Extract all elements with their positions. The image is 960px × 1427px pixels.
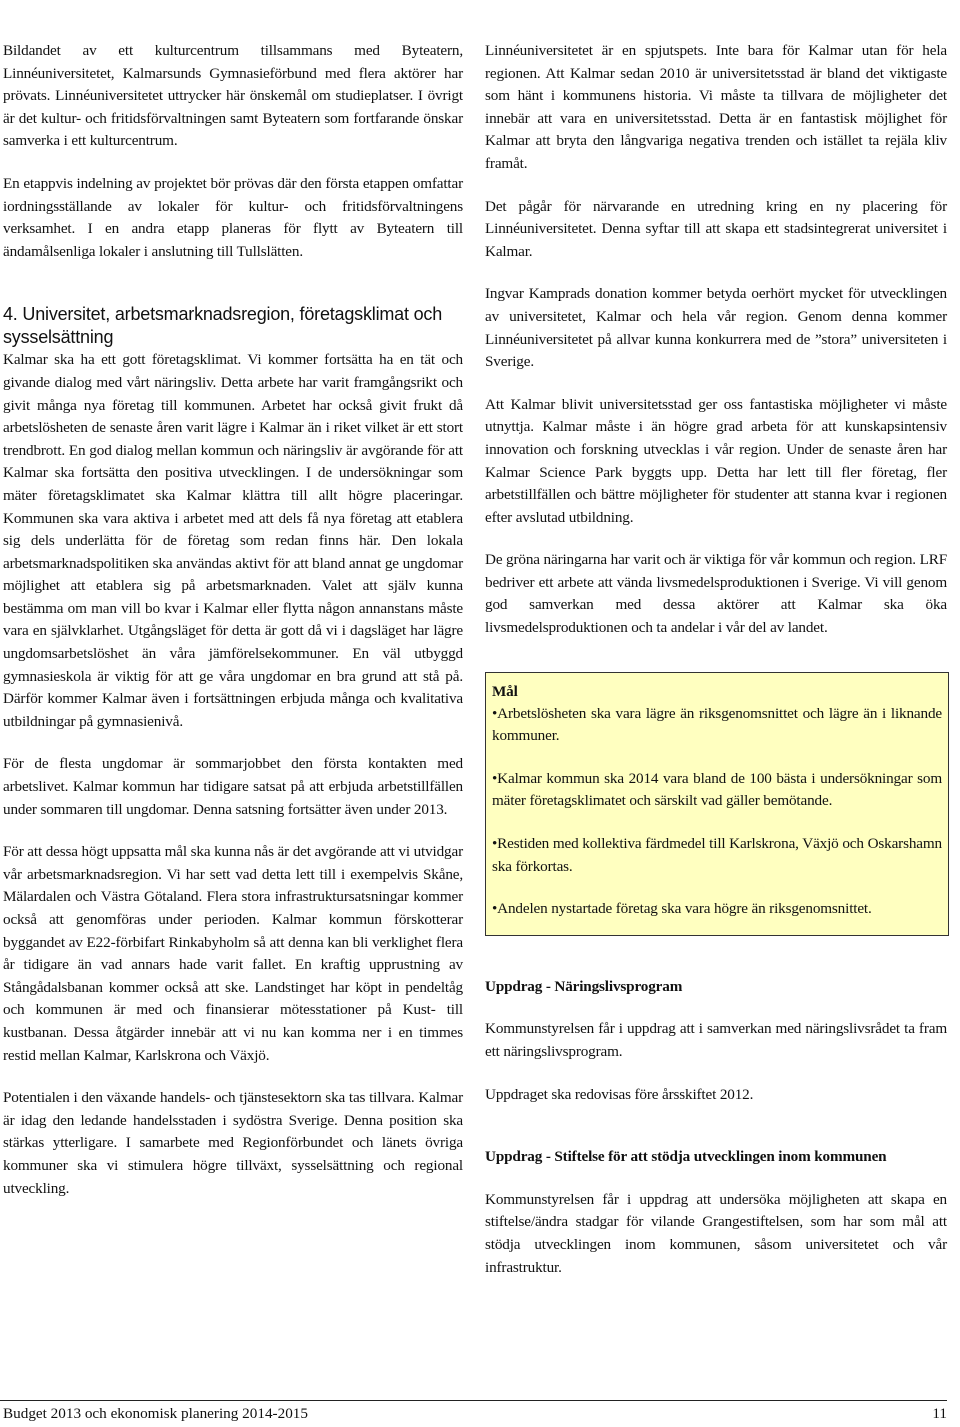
paragraph: Ingvar Kamprads donation kommer betyda oerhört mycket för utvecklingen av universitetet, Kalmar och hela vår region. Genom denna kommer Linnéuniversitetet på allvar kunna konkurrera med de ”stora” universiteten i Sverige. — [485, 285, 947, 371]
goal-box-title: Mål — [492, 682, 518, 700]
section-heading: 4. Universitet, arbetsmarknadsregion, företagsklimat och sysselsättning — [3, 304, 443, 348]
paragraph: För de flesta ungdomar är sommarjobbet den första kontakten med arbetslivet. Kalmar kommun har tidigare satsat på att erbjuda arbetstillfällen under sommaren till ungdomar. Denna satsning fortsätter även under 2013. — [3, 755, 463, 818]
paragraph: Att Kalmar blivit universitetsstad ger oss fantastiska möjligheter vi måste utnyttja. Kalmar måste i än högre grad arbeta för att kunskapsintensiv innovation och forskning utvecklas i vår region. Under de senaste åren har Kalmar Science Park byggts upp. Detta har lett till fler företag, fler arbetstillfällen och bättre möjligheter för studenter att stanna kvar i regionen efter avslutad utbildning. — [485, 395, 947, 526]
page-number: 11 — [932, 1405, 947, 1422]
page-footer — [0, 1400, 947, 1427]
goal-box — [485, 672, 949, 936]
goal-item: • Arbetslösheten ska vara lägre än riksgenomsnittet och lägre än i liknande kommuner. — [492, 703, 942, 748]
paragraph: Det pågår för närvarande en utredning kring en ny placering för Linnéuniversitetet. Denna syftar till att skapa ett stadsintegrerat universitet i Kalmar. — [485, 197, 947, 260]
paragraph: Kommunstyrelsen får i uppdrag att undersöka möjligheten att skapa en stiftelse/ändra stadgar för vilande Grangestiftelsen, som har som mål att stödja utvecklingen inom kommunen, såsom universitetet och vår infrastruktur. — [485, 1190, 947, 1276]
assignment-title: Uppdrag - Näringslivsprogram — [485, 977, 683, 995]
paragraph: Kalmar ska ha ett gott företagsklimat. Vi kommer fortsätta ha en tät och givande dialog med vårt näringsliv. Detta arbete har varit framgångsrikt och givit många nya företag till kommunen. Arbetet har också givit frukt då arbetslösheten de senaste åren varit lägre i Kalmar än i riket vilket är ett stort trendbrott. En god dialog mellan kommun och näringsliv är avgörande för att Kalmar ska fortsätta den positiva utvecklingen. I de undersökningar som mäter företagsklimatet ska Kalmar klättra till allt högre placeringar. Kommunen ska vara aktiva i arbetet med att dels få nya företag att etablera sig dels underlätta för de företag som redan finns här. Den lokala arbetsmarknadspolitiken ska användas aktivt för att bland annat ge ungdomar möjlighet att etablera sig på arbetsmarknaden. Valet att själv kunna bestämma om man vill bo kvar i Kalmar eller flytta någon annanstans måste vara en självklarhet. Utgångsläget för detta är gott då vi i dagsläget har lägre ungdomsarbetslöshet än våra jämförelsekommuner. En väl utbyggd gymnasieskola är viktig för att ge våra ungdomar en bra grund att stå på. Därför kommer Kalmar även i fortsättningen erbjuda många och kvalitativa utbildningar på gymnasienivå. — [3, 351, 463, 730]
paragraph: Linnéuniversitetet är en spjutspets. Inte bara för Kalmar utan för hela regionen. Att Kalmar sedan 2010 är universitetsstad är bland det viktigaste som hänt i kommunens historia. Vi måste ta tillvara de möjligheter det innebär att vara en universitetsstad. Detta är en fantastisk möjlighet för Kalmar att bryta den långvariga negativa trenden och istället ta rejäla kliv framåt. — [485, 42, 947, 172]
paragraph: Bildandet av ett kulturcentrum tillsammans med Byteatern, Linnéuniversitetet, Kalmarsunds Gymnasieförbund med flera aktörer har prövats. Linnéuniversitetet uttrycker här önskemål om studieplatser. I övrigt är det kultur- och fritidsförvaltningen samt Byteatern som fortfarande önskar samverka i ett kulturcentrum. — [3, 42, 463, 150]
left-column — [3, 40, 463, 1200]
goal-item: • Andelen nystartade företag ska vara högre än riksgenomsnittet. — [492, 898, 942, 921]
paragraph: Kommunstyrelsen får i uppdrag att i samverkan med näringslivsrådet ta fram ett näringslivsprogram. — [485, 1020, 947, 1060]
goal-item: • Restiden med kollektiva färdmedel till Karlskrona, Växjö och Oskarshamn ska förkortas. — [492, 833, 942, 878]
paragraph: Potentialen i den växande handels- och tjänstesektorn ska tas tillvara. Kalmar är idag den ledande handelsstaden i sydöstra Sverige. Denna position ska stärkas ytterligare. I samarbete med Regionförbundet och länets övriga kommuner ska vi stimulera högre tillväxt, sysselsättning och regional utveckling. — [3, 1089, 463, 1197]
paragraph: En etappvis indelning av projektet bör prövas där den första etappen omfattar iordningsställande av lokaler för kultur- och fritidsförvaltningens verksamhet. I en andra etapp planeras för flytt av Byteatern till ändamålsenliga lokaler i anslutning till Tullslätten. — [3, 174, 463, 260]
assignment-stiftelse — [485, 1146, 947, 1279]
assignment-title: Uppdrag - Stiftelse för att stödja utvecklingen inom kommunen — [485, 1148, 887, 1166]
right-column — [485, 40, 947, 1279]
paragraph: De gröna näringarna har varit och är viktiga för vår kommun och region. LRF bedriver ett arbete att vända livsmedelsproduktionen i Sverige. Vi vill genom god samverkan med dessa aktörer att Kalmar ska öka livsmedelsproduktionen och ta andelar i vår del av landet. — [485, 551, 947, 637]
paragraph: Uppdraget ska redovisas före årsskiftet 2012. — [485, 1085, 754, 1103]
paragraph: För att dessa högt uppsatta mål ska kunna nås är det avgörande att vi utvidgar vår arbetsmarknadsregion. Vi har sett vad detta lett till i exempelvis Skåne, Mälardalen och Västra Götaland. Flera stora infrastruktursatsningar kommer också att genomföras under perioden. Kalmar kommun förskotterar byggandet av E22-förbifart Rinkabyholm så att denna kan bli verklighet flera år tidigare än vad annars hade varit fallet. En kraftig upprustning av Stångådalsbanan kommer också att ske. Landstinget har köpt in pendeltåg och kommunen är med och finansierar mötesstationer på Kust- till kustbanan. Dessa åtgärder innebär att vi nu kan komma ner i en timmes restid mellan Kalmar, Karlskrona och Växjö. — [3, 843, 463, 1064]
assignment-naringslivsprogram — [485, 976, 947, 1106]
footer-title: Budget 2013 och ekonomisk planering 2014-2015 — [3, 1405, 308, 1422]
goal-item: • Kalmar kommun ska 2014 vara bland de 100 bästa i undersökningar som mäter företagsklimatet och särskilt vad gäller bemötande. — [492, 768, 942, 813]
goal-list — [492, 703, 942, 921]
